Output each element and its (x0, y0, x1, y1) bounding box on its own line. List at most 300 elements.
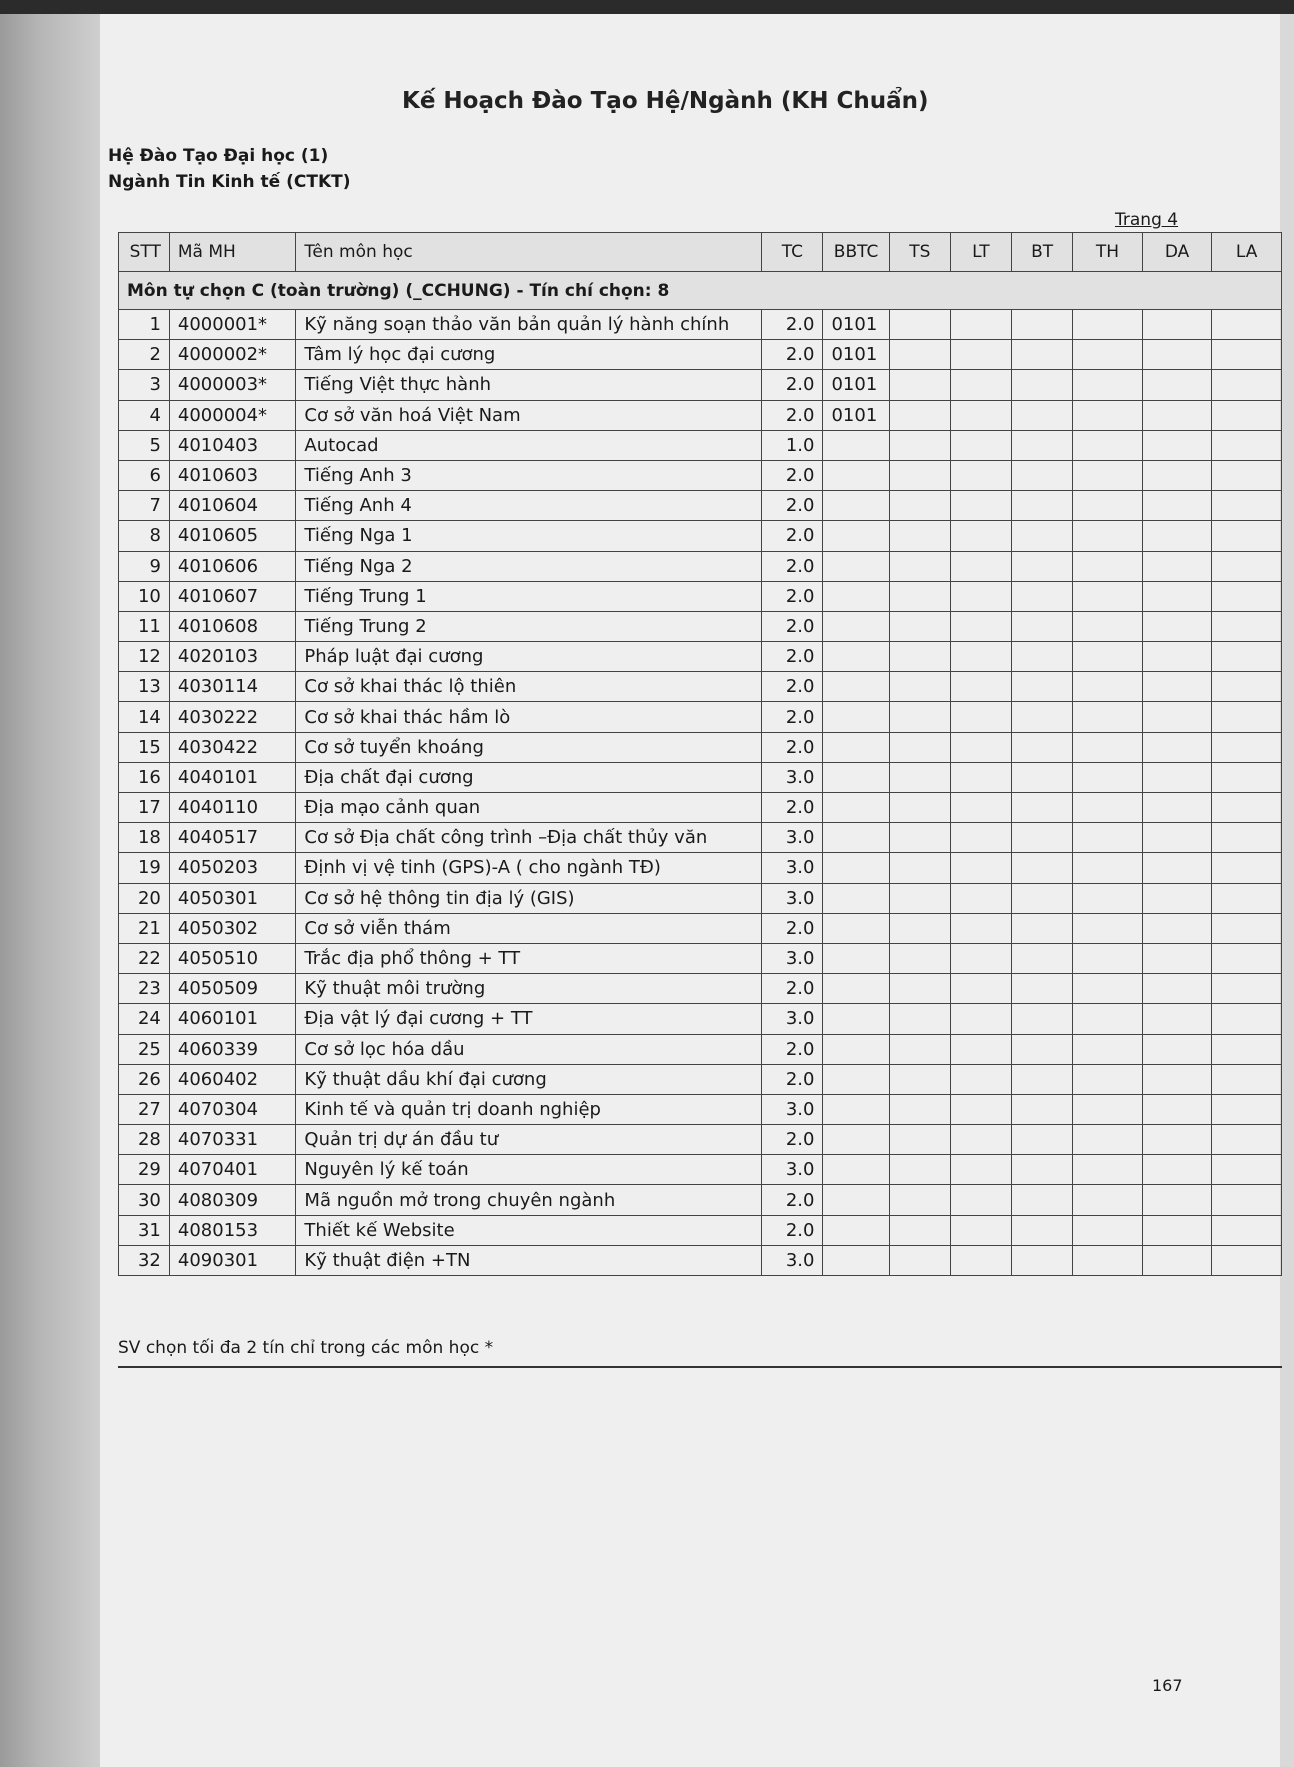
col-ts: TS (889, 233, 950, 272)
cell-lt (950, 460, 1011, 490)
cell-bt (1012, 1064, 1073, 1094)
cell-ts (889, 672, 950, 702)
cell-ten-mon-hoc: Kinh tế và quản trị doanh nghiệp (296, 1094, 762, 1124)
cell-da (1142, 823, 1212, 853)
table-row (119, 491, 1282, 521)
cell-th (1073, 1185, 1143, 1215)
cell-la (1212, 400, 1282, 430)
cell-ts (889, 1185, 950, 1215)
cell-da (1142, 1034, 1212, 1064)
table-row (119, 400, 1282, 430)
cell-bt (1012, 1004, 1073, 1034)
cell-ten-mon-hoc: Cơ sở viễn thám (296, 913, 762, 943)
cell-ten-mon-hoc: Tiếng Trung 1 (296, 581, 762, 611)
cell-ten-mon-hoc: Kỹ thuật điện +TN (296, 1245, 762, 1275)
table-row (119, 642, 1282, 672)
cell-bbtc (823, 551, 889, 581)
cell-ts (889, 823, 950, 853)
cell-bt (1012, 340, 1073, 370)
cell-stt: 3 (119, 370, 170, 400)
cell-ten-mon-hoc: Kỹ thuật môi trường (296, 974, 762, 1004)
cell-th (1073, 491, 1143, 521)
cell-th (1073, 1215, 1143, 1245)
cell-ma-mh: 4050302 (169, 913, 296, 943)
cell-stt: 11 (119, 611, 170, 641)
cell-lt (950, 1245, 1011, 1275)
cell-stt: 2 (119, 340, 170, 370)
cell-bbtc (823, 943, 889, 973)
cell-ma-mh: 4080309 (169, 1185, 296, 1215)
cell-da (1142, 460, 1212, 490)
cell-th (1073, 853, 1143, 883)
cell-ma-mh: 4010607 (169, 581, 296, 611)
cell-lt (950, 1034, 1011, 1064)
cell-la (1212, 853, 1282, 883)
cell-bt (1012, 521, 1073, 551)
cell-bt (1012, 1155, 1073, 1185)
cell-ts (889, 1155, 950, 1185)
cell-tc: 2.0 (762, 521, 823, 551)
group-title: Môn tự chọn C (toàn trường) (_CCHUNG) - Tín chí chọn: 8 (119, 272, 1282, 310)
cell-la (1212, 974, 1282, 1004)
cell-tc: 2.0 (762, 581, 823, 611)
cell-da (1142, 702, 1212, 732)
cell-bt (1012, 370, 1073, 400)
cell-da (1142, 732, 1212, 762)
cell-ma-mh: 4040101 (169, 762, 296, 792)
cell-bt (1012, 430, 1073, 460)
col-ten-mon-hoc: Tên môn học (296, 233, 762, 272)
cell-da (1142, 581, 1212, 611)
col-bbtc: BBTC (823, 233, 889, 272)
cell-la (1212, 551, 1282, 581)
cell-ten-mon-hoc: Pháp luật đại cương (296, 642, 762, 672)
cell-bbtc (823, 1034, 889, 1064)
group-row (119, 272, 1282, 310)
cell-ts (889, 491, 950, 521)
cell-lt (950, 1185, 1011, 1215)
table-row (119, 1064, 1282, 1094)
cell-stt: 30 (119, 1185, 170, 1215)
cell-bt (1012, 310, 1073, 340)
cell-th (1073, 1004, 1143, 1034)
cell-ma-mh: 4010606 (169, 551, 296, 581)
cell-tc: 2.0 (762, 1034, 823, 1064)
cell-ten-mon-hoc: Kỹ năng soạn thảo văn bản quản lý hành chính (296, 310, 762, 340)
cell-bt (1012, 400, 1073, 430)
cell-lt (950, 1125, 1011, 1155)
cell-bbtc: 0101 (823, 340, 889, 370)
cell-ts (889, 1094, 950, 1124)
cell-bbtc (823, 611, 889, 641)
cell-da (1142, 611, 1212, 641)
cell-da (1142, 762, 1212, 792)
table-row (119, 310, 1282, 340)
cell-stt: 12 (119, 642, 170, 672)
cell-tc: 2.0 (762, 1185, 823, 1215)
cell-ts (889, 1215, 950, 1245)
cell-stt: 29 (119, 1155, 170, 1185)
cell-stt: 19 (119, 853, 170, 883)
cell-la (1212, 460, 1282, 490)
cell-ts (889, 430, 950, 460)
cell-ts (889, 340, 950, 370)
cell-lt (950, 702, 1011, 732)
cell-da (1142, 1125, 1212, 1155)
cell-ma-mh: 4090301 (169, 1245, 296, 1275)
table-row (119, 581, 1282, 611)
cell-th (1073, 521, 1143, 551)
cell-ten-mon-hoc: Cơ sở tuyển khoáng (296, 732, 762, 762)
cell-th (1073, 370, 1143, 400)
cell-ten-mon-hoc: Tiếng Anh 3 (296, 460, 762, 490)
cell-da (1142, 1155, 1212, 1185)
cell-ts (889, 551, 950, 581)
cell-da (1142, 883, 1212, 913)
cell-la (1212, 762, 1282, 792)
cell-ten-mon-hoc: Định vị vệ tinh (GPS)-A ( cho ngành TĐ) (296, 853, 762, 883)
cell-bt (1012, 1245, 1073, 1275)
cell-ts (889, 460, 950, 490)
cell-bbtc (823, 521, 889, 551)
cell-th (1073, 460, 1143, 490)
cell-ten-mon-hoc: Mã nguồn mở trong chuyên ngành (296, 1185, 762, 1215)
cell-lt (950, 340, 1011, 370)
cell-stt: 6 (119, 460, 170, 490)
cell-da (1142, 943, 1212, 973)
cell-ts (889, 853, 950, 883)
nganh: Ngành Tin Kinh tế (CTKT) (108, 172, 351, 192)
cell-bbtc (823, 1185, 889, 1215)
cell-bbtc (823, 793, 889, 823)
cell-bt (1012, 823, 1073, 853)
cell-ts (889, 1245, 950, 1275)
cell-lt (950, 793, 1011, 823)
cell-lt (950, 521, 1011, 551)
cell-bbtc (823, 1094, 889, 1124)
cell-bbtc (823, 1215, 889, 1245)
cell-ma-mh: 4030222 (169, 702, 296, 732)
table-row (119, 430, 1282, 460)
cell-tc: 3.0 (762, 943, 823, 973)
table-row (119, 1034, 1282, 1064)
cell-tc: 2.0 (762, 974, 823, 1004)
cell-ten-mon-hoc: Cơ sở khai thác lộ thiên (296, 672, 762, 702)
cell-stt: 32 (119, 1245, 170, 1275)
cell-ten-mon-hoc: Thiết kế Website (296, 1215, 762, 1245)
col-la: LA (1212, 233, 1282, 272)
cell-tc: 2.0 (762, 732, 823, 762)
cell-bt (1012, 883, 1073, 913)
cell-bbtc (823, 1004, 889, 1034)
cell-bbtc (823, 672, 889, 702)
col-stt: STT (119, 233, 170, 272)
cell-lt (950, 883, 1011, 913)
cell-tc: 2.0 (762, 1064, 823, 1094)
table-row (119, 1215, 1282, 1245)
cell-bbtc (823, 642, 889, 672)
cell-da (1142, 340, 1212, 370)
cell-ten-mon-hoc: Cơ sở Địa chất công trình –Địa chất thủy văn (296, 823, 762, 853)
cell-da (1142, 1215, 1212, 1245)
cell-ma-mh: 4000002* (169, 340, 296, 370)
cell-ts (889, 521, 950, 551)
cell-ma-mh: 4000001* (169, 310, 296, 340)
cell-lt (950, 762, 1011, 792)
cell-tc: 2.0 (762, 370, 823, 400)
col-tc: TC (762, 233, 823, 272)
cell-la (1212, 1185, 1282, 1215)
cell-ma-mh: 4070401 (169, 1155, 296, 1185)
table-row (119, 1155, 1282, 1185)
table-row (119, 370, 1282, 400)
cell-ma-mh: 4020103 (169, 642, 296, 672)
cell-th (1073, 732, 1143, 762)
cell-la (1212, 1004, 1282, 1034)
cell-ma-mh: 4060101 (169, 1004, 296, 1034)
cell-la (1212, 883, 1282, 913)
cell-th (1073, 672, 1143, 702)
divider (118, 1366, 1282, 1368)
cell-stt: 7 (119, 491, 170, 521)
cell-la (1212, 430, 1282, 460)
cell-stt: 22 (119, 943, 170, 973)
cell-ma-mh: 4010608 (169, 611, 296, 641)
cell-th (1073, 310, 1143, 340)
cell-bt (1012, 732, 1073, 762)
cell-th (1073, 1034, 1143, 1064)
table-row (119, 1185, 1282, 1215)
page-number: 167 (1152, 1676, 1183, 1695)
cell-ts (889, 370, 950, 400)
cell-stt: 9 (119, 551, 170, 581)
cell-stt: 10 (119, 581, 170, 611)
cell-bt (1012, 1034, 1073, 1064)
cell-ma-mh: 4060339 (169, 1034, 296, 1064)
cell-ts (889, 943, 950, 973)
cell-tc: 2.0 (762, 913, 823, 943)
cell-stt: 8 (119, 521, 170, 551)
cell-lt (950, 1004, 1011, 1034)
cell-ma-mh: 4040110 (169, 793, 296, 823)
cell-bt (1012, 672, 1073, 702)
cell-stt: 1 (119, 310, 170, 340)
cell-bbtc (823, 581, 889, 611)
table-row (119, 672, 1282, 702)
cell-ma-mh: 4070331 (169, 1125, 296, 1155)
table-row (119, 974, 1282, 1004)
cell-bbtc (823, 1155, 889, 1185)
cell-ts (889, 732, 950, 762)
cell-lt (950, 1215, 1011, 1245)
cell-ma-mh: 4080153 (169, 1215, 296, 1245)
cell-tc: 2.0 (762, 672, 823, 702)
cell-stt: 4 (119, 400, 170, 430)
cell-bbtc (823, 1064, 889, 1094)
cell-ts (889, 642, 950, 672)
cell-stt: 17 (119, 793, 170, 823)
cell-lt (950, 732, 1011, 762)
cell-th (1073, 581, 1143, 611)
cell-tc: 2.0 (762, 1125, 823, 1155)
cell-th (1073, 793, 1143, 823)
table-row (119, 611, 1282, 641)
cell-th (1073, 974, 1143, 1004)
cell-bbtc (823, 762, 889, 792)
cell-bbtc: 0101 (823, 370, 889, 400)
cell-ma-mh: 4000004* (169, 400, 296, 430)
cell-ten-mon-hoc: Tiếng Nga 1 (296, 521, 762, 551)
cell-lt (950, 672, 1011, 702)
cell-th (1073, 340, 1143, 370)
cell-bbtc (823, 1125, 889, 1155)
footnote: SV chọn tối đa 2 tín chỉ trong các môn học * (118, 1338, 494, 1358)
cell-da (1142, 491, 1212, 521)
cell-ts (889, 793, 950, 823)
cell-ts (889, 1034, 950, 1064)
cell-da (1142, 310, 1212, 340)
cell-tc: 2.0 (762, 340, 823, 370)
cell-lt (950, 491, 1011, 521)
cell-bbtc (823, 491, 889, 521)
cell-lt (950, 1155, 1011, 1185)
cell-tc: 2.0 (762, 491, 823, 521)
table-row (119, 340, 1282, 370)
cell-ten-mon-hoc: Trắc địa phổ thông + TT (296, 943, 762, 973)
cell-la (1212, 1215, 1282, 1245)
cell-da (1142, 430, 1212, 460)
cell-bt (1012, 943, 1073, 973)
cell-th (1073, 1245, 1143, 1275)
cell-ten-mon-hoc: Tiếng Nga 2 (296, 551, 762, 581)
cell-stt: 31 (119, 1215, 170, 1245)
cell-ts (889, 702, 950, 732)
cell-bbtc (823, 430, 889, 460)
cell-la (1212, 581, 1282, 611)
cell-bt (1012, 581, 1073, 611)
cell-th (1073, 1125, 1143, 1155)
col-lt: LT (950, 233, 1011, 272)
cell-bt (1012, 1125, 1073, 1155)
cell-la (1212, 1064, 1282, 1094)
cell-da (1142, 370, 1212, 400)
cell-ten-mon-hoc: Tiếng Anh 4 (296, 491, 762, 521)
cell-tc: 3.0 (762, 1245, 823, 1275)
cell-bbtc: 0101 (823, 310, 889, 340)
cell-ma-mh: 4050203 (169, 853, 296, 883)
cell-la (1212, 310, 1282, 340)
cell-la (1212, 913, 1282, 943)
cell-bt (1012, 460, 1073, 490)
cell-la (1212, 642, 1282, 672)
cell-lt (950, 943, 1011, 973)
cell-bbtc (823, 732, 889, 762)
cell-da (1142, 974, 1212, 1004)
cell-ts (889, 974, 950, 1004)
cell-tc: 2.0 (762, 611, 823, 641)
cell-ten-mon-hoc: Tâm lý học đại cương (296, 340, 762, 370)
cell-la (1212, 491, 1282, 521)
cell-bbtc (823, 974, 889, 1004)
cell-tc: 2.0 (762, 551, 823, 581)
cell-da (1142, 551, 1212, 581)
table-row (119, 823, 1282, 853)
cell-th (1073, 430, 1143, 460)
cell-la (1212, 1034, 1282, 1064)
cell-da (1142, 853, 1212, 883)
cell-ten-mon-hoc: Địa vật lý đại cương + TT (296, 1004, 762, 1034)
cell-bt (1012, 974, 1073, 1004)
cell-la (1212, 611, 1282, 641)
cell-tc: 3.0 (762, 1094, 823, 1124)
cell-stt: 26 (119, 1064, 170, 1094)
cell-la (1212, 732, 1282, 762)
cell-la (1212, 702, 1282, 732)
cell-ts (889, 913, 950, 943)
cell-la (1212, 1125, 1282, 1155)
cell-ten-mon-hoc: Nguyên lý kế toán (296, 1155, 762, 1185)
table-row (119, 1125, 1282, 1155)
cell-da (1142, 1064, 1212, 1094)
cell-bbtc (823, 883, 889, 913)
cell-tc: 2.0 (762, 460, 823, 490)
cell-bt (1012, 702, 1073, 732)
cell-th (1073, 762, 1143, 792)
table-row (119, 943, 1282, 973)
cell-bt (1012, 793, 1073, 823)
cell-lt (950, 913, 1011, 943)
cell-la (1212, 943, 1282, 973)
cell-ts (889, 762, 950, 792)
cell-lt (950, 551, 1011, 581)
cell-ma-mh: 4010604 (169, 491, 296, 521)
table-row (119, 853, 1282, 883)
cell-ten-mon-hoc: Tiếng Việt thực hành (296, 370, 762, 400)
table-row (119, 732, 1282, 762)
cell-da (1142, 793, 1212, 823)
cell-ts (889, 1125, 950, 1155)
page-title: Kế Hoạch Đào Tạo Hệ/Ngành (KH Chuẩn) (402, 88, 929, 114)
cell-lt (950, 310, 1011, 340)
table-row (119, 913, 1282, 943)
cell-bt (1012, 853, 1073, 883)
cell-tc: 2.0 (762, 793, 823, 823)
cell-lt (950, 611, 1011, 641)
cell-ma-mh: 4030422 (169, 732, 296, 762)
cell-tc: 1.0 (762, 430, 823, 460)
cell-stt: 14 (119, 702, 170, 732)
cell-stt: 5 (119, 430, 170, 460)
cell-da (1142, 1245, 1212, 1275)
cell-th (1073, 823, 1143, 853)
page-label: Trang 4 (1115, 210, 1179, 230)
cell-la (1212, 1094, 1282, 1124)
cell-bbtc (823, 913, 889, 943)
cell-ten-mon-hoc: Cơ sở hệ thông tin địa lý (GIS) (296, 883, 762, 913)
table-header-row (119, 233, 1282, 272)
cell-lt (950, 642, 1011, 672)
cell-ten-mon-hoc: Tiếng Trung 2 (296, 611, 762, 641)
cell-th (1073, 883, 1143, 913)
table-row (119, 1094, 1282, 1124)
table-row (119, 762, 1282, 792)
cell-da (1142, 400, 1212, 430)
cell-ts (889, 611, 950, 641)
cell-bbtc (823, 1245, 889, 1275)
cell-lt (950, 974, 1011, 1004)
cell-ts (889, 581, 950, 611)
cell-ts (889, 883, 950, 913)
